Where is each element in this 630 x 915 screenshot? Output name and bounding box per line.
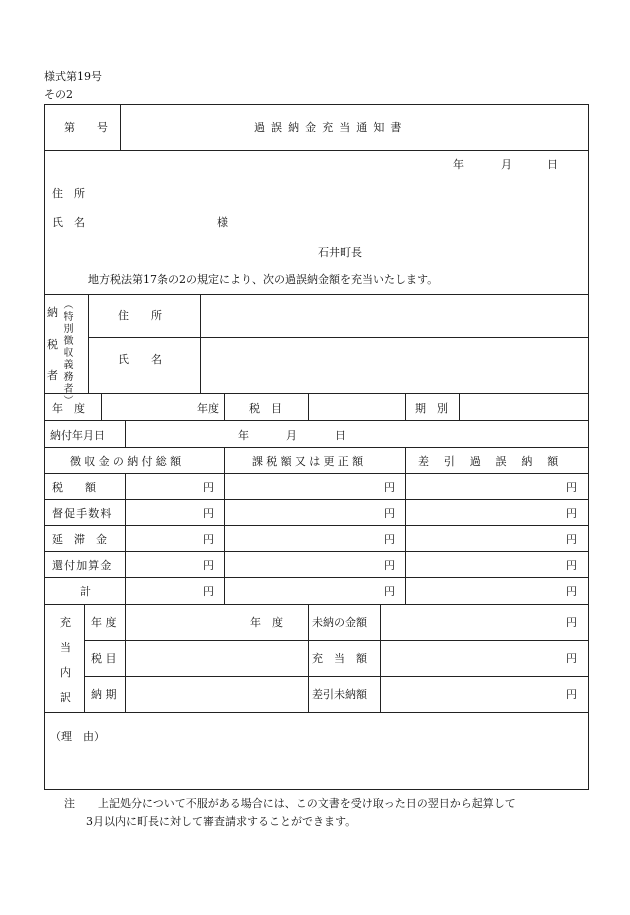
yen-unit: 円 [566,507,577,520]
taxpayer-address-label: 住 所 [118,309,162,322]
yen-unit: 円 [566,688,577,701]
payment-year-label: 年 [238,429,249,442]
allocation-right-label: 充 当 額 [312,652,367,665]
allocation-side-label: 当 [60,641,71,654]
recipient-name-label: 氏 名 [52,216,85,229]
form-number: 様式第19号 [44,70,102,83]
date-day-label: 日 [547,158,558,171]
amount-row-label: 督促手数料 [52,507,113,520]
taxpayer-name-label: 氏 名 [118,353,162,366]
taxpayer-label-2: 税 [47,338,58,351]
document-number-label: 第 号 [64,121,108,134]
issuer: 石井町長 [318,246,362,259]
document-title: 過誤納金充当通知書 [254,121,408,134]
allocation-right-label: 差引未納額 [312,688,367,701]
amount-row-label: 還付加算金 [52,559,113,572]
honorific: 様 [217,216,228,229]
amount-row-label: 延 滞 金 [52,533,107,546]
date-month-label: 月 [501,158,512,171]
yen-unit: 円 [203,481,214,494]
note-line-2: 3月以内に町長に対して審査請求することができます。 [86,815,357,828]
fiscal-year-label: 年 度 [52,402,85,415]
allocation-side-label: 充 [60,616,71,629]
statement: 地方税法第17条の2の規定により、次の過誤納金額を充当いたします。 [88,273,439,286]
allocation-row-label: 納 期 [91,688,117,701]
payment-month-label: 月 [286,429,297,442]
yen-unit: 円 [384,533,395,546]
yen-unit: 円 [384,559,395,572]
taxpayer-label-3: 者 [47,369,58,382]
yen-unit: 円 [384,585,395,598]
allocation-row-label: 税 目 [91,652,117,665]
yen-unit: 円 [203,559,214,572]
note-prefix: 注 [64,797,75,810]
allocation-row-label: 年 度 [91,616,117,629]
yen-unit: 円 [203,507,214,520]
yen-unit: 円 [566,652,577,665]
fiscal-year-suffix: 年度 [197,402,219,415]
yen-unit: 円 [566,559,577,572]
recipient-address-label: 住 所 [52,187,85,200]
payment-day-label: 日 [335,429,346,442]
form-sub: その2 [44,88,73,101]
amounts-header-assessed: 課税額又は更正額 [252,455,367,468]
allocation-year-label: 年 度 [250,616,283,629]
yen-unit: 円 [203,585,214,598]
yen-unit: 円 [203,533,214,546]
date-year-label: 年 [453,158,464,171]
allocation-right-label: 未納の金額 [312,616,367,629]
note-line-1: 上記処分について不服がある場合には、この文書を受け取った日の翌日から起算して [98,797,516,810]
allocation-side-label: 訳 [60,691,71,704]
amounts-header-overpaid: 差引過誤納額 [418,455,574,468]
period-label: 期 別 [415,402,448,415]
yen-unit: 円 [384,481,395,494]
yen-unit: 円 [566,481,577,494]
yen-unit: 円 [566,533,577,546]
yen-unit: 円 [566,585,577,598]
reason-label: （理 由） [50,730,105,743]
amounts-header-total: 徴収金の納付総額 [70,455,185,468]
amount-row-label: 計 [80,585,91,598]
yen-unit: 円 [566,616,577,629]
taxpayer-label-1: 納 [47,306,58,319]
special-collector-label: （特別徴収義務者） [61,299,72,407]
payment-date-label: 納付年月日 [50,429,105,442]
yen-unit: 円 [384,507,395,520]
allocation-side-label: 内 [60,666,71,679]
tax-item-label: 税 目 [249,402,282,415]
amount-row-label: 税 額 [52,481,96,494]
